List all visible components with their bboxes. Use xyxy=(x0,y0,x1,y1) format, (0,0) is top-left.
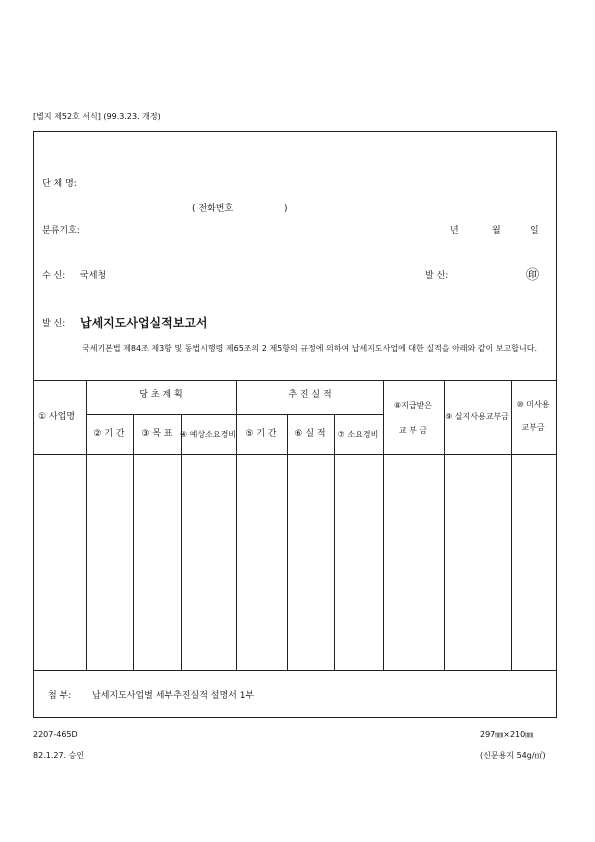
col-divider xyxy=(383,380,384,670)
header-received-subsidy-2: 교 부 금 xyxy=(398,426,428,435)
paper-size: 297㎜×210㎜ xyxy=(480,730,534,739)
col-divider xyxy=(86,380,87,670)
seal-icon: ㊞ xyxy=(526,268,540,283)
table-group-line xyxy=(86,414,383,415)
frame-top xyxy=(33,131,557,132)
form-code: 2207-465D xyxy=(33,730,78,739)
col-divider xyxy=(287,414,288,670)
header-received-subsidy: ⑧지급받은 xyxy=(393,401,433,410)
col-divider xyxy=(511,380,512,670)
attachment-value: 납세지도사업별 세부추진실적 설명서 1부 xyxy=(92,691,255,701)
header-result-period: ⑤ 기 간 xyxy=(245,429,277,439)
phone-label: ( 전화번호 xyxy=(192,204,234,214)
header-unused-subsidy-2: 교부금 xyxy=(521,423,545,432)
sender-label-right: 발 신: xyxy=(425,271,449,281)
header-business-name: ① 사업명 xyxy=(38,412,76,422)
frame-left xyxy=(33,131,34,717)
date-month: 월 xyxy=(492,226,501,236)
document-title: 납세지도사업실적보고서 xyxy=(80,316,208,330)
header-used-subsidy: ⑨ 실지사용교부금 xyxy=(445,412,509,421)
table-header-bottom-line xyxy=(33,454,557,455)
header-result-actual: ⑥ 실 적 xyxy=(294,429,326,439)
col-divider xyxy=(133,414,134,670)
header-plan-goal: ③ 목 표 xyxy=(141,429,173,439)
header-progress-result: 추 진 실 적 xyxy=(288,390,332,400)
header-original-plan: 당 초 계 획 xyxy=(139,390,183,400)
frame-bottom xyxy=(33,717,557,718)
col-divider xyxy=(444,380,445,670)
col-divider xyxy=(334,414,335,670)
table-bottom-line xyxy=(33,670,557,671)
paper-type: (신문용지 54g/㎡) xyxy=(480,751,546,760)
header-plan-period: ② 기 간 xyxy=(93,429,125,439)
form-number: [별지 제52호 서식] (99.3.23. 개정) xyxy=(33,112,161,121)
header-plan-cost: ④ 예상소요경비 xyxy=(179,430,237,439)
recipient-value: 국세청 xyxy=(80,271,107,281)
recipient-label: 수 신: xyxy=(42,271,66,281)
date-year: 년 xyxy=(450,226,459,236)
header-result-cost: ⑦ 소요경비 xyxy=(337,430,379,439)
header-unused-subsidy: ⑩ 미사용 xyxy=(516,400,550,409)
intro-text: 국세기본법 제84조 제3항 및 동법시행령 제65조의 2 제5항의 규정에 의하여 납세지도사업에 대한 실적을 아래와 같이 보고합니다. xyxy=(82,344,537,353)
table-top-line xyxy=(33,380,557,381)
col-divider xyxy=(236,380,237,670)
sender-label: 발 신: xyxy=(42,319,66,329)
attachment-label: 첨 부: xyxy=(48,691,72,701)
frame-right xyxy=(556,131,557,717)
org-name-label: 단 체 명: xyxy=(42,179,77,189)
date-day: 일 xyxy=(530,226,539,236)
approval-date: 82.1.27. 승인 xyxy=(33,751,85,760)
class-number-label: 분류기호: xyxy=(42,226,80,236)
col-divider xyxy=(181,414,182,670)
phone-close: ) xyxy=(284,204,288,214)
